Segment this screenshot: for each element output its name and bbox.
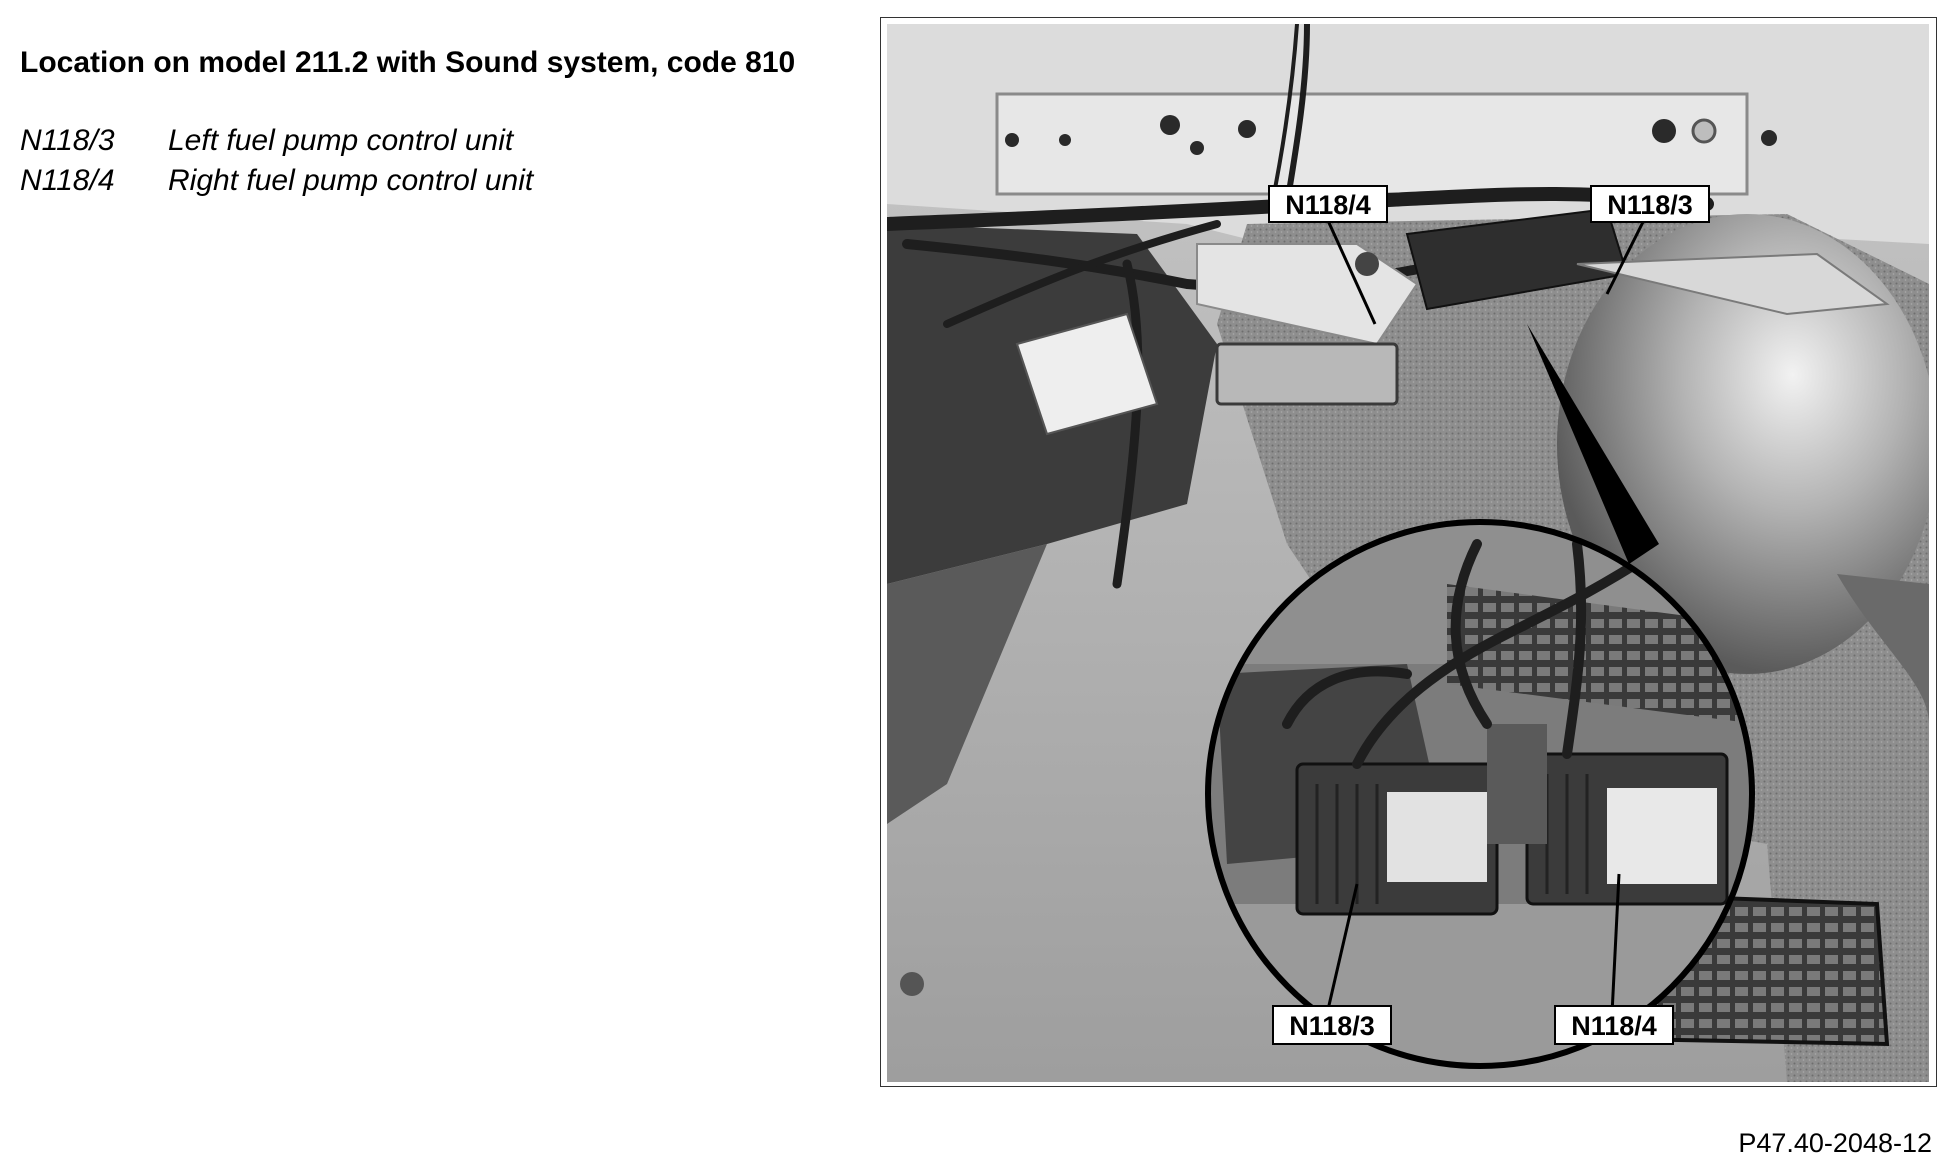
- legend-code: N118/4: [20, 164, 115, 197]
- photo-illustration: [887, 24, 1929, 1082]
- legend-code: N118/3: [20, 124, 115, 157]
- text-panel: [0, 0, 870, 320]
- callout-label: N118/4: [1285, 190, 1371, 220]
- callout-detail-left: [1273, 1006, 1391, 1044]
- callout-label: N118/3: [1289, 1011, 1375, 1041]
- callout-label: N118/3: [1607, 190, 1693, 220]
- component-location-photo: [880, 17, 1937, 1087]
- legend-description: Left fuel pump control unit: [168, 124, 514, 157]
- figure-id: P47.40-2048-12: [1738, 1128, 1932, 1158]
- legend-item: [20, 164, 533, 204]
- control-unit-right: [1527, 754, 1727, 904]
- callout-main-right: [1591, 186, 1709, 222]
- control-unit-left: [1297, 764, 1497, 914]
- legend-item: [20, 124, 533, 164]
- callout-detail-right: [1555, 1006, 1673, 1044]
- callout-label: N118/4: [1571, 1011, 1657, 1041]
- legend-list: [20, 124, 533, 204]
- callout-main-left: [1269, 186, 1387, 222]
- legend-description: Right fuel pump control unit: [168, 164, 534, 197]
- page-title: Location on model 211.2 with Sound system, code 810: [20, 46, 796, 79]
